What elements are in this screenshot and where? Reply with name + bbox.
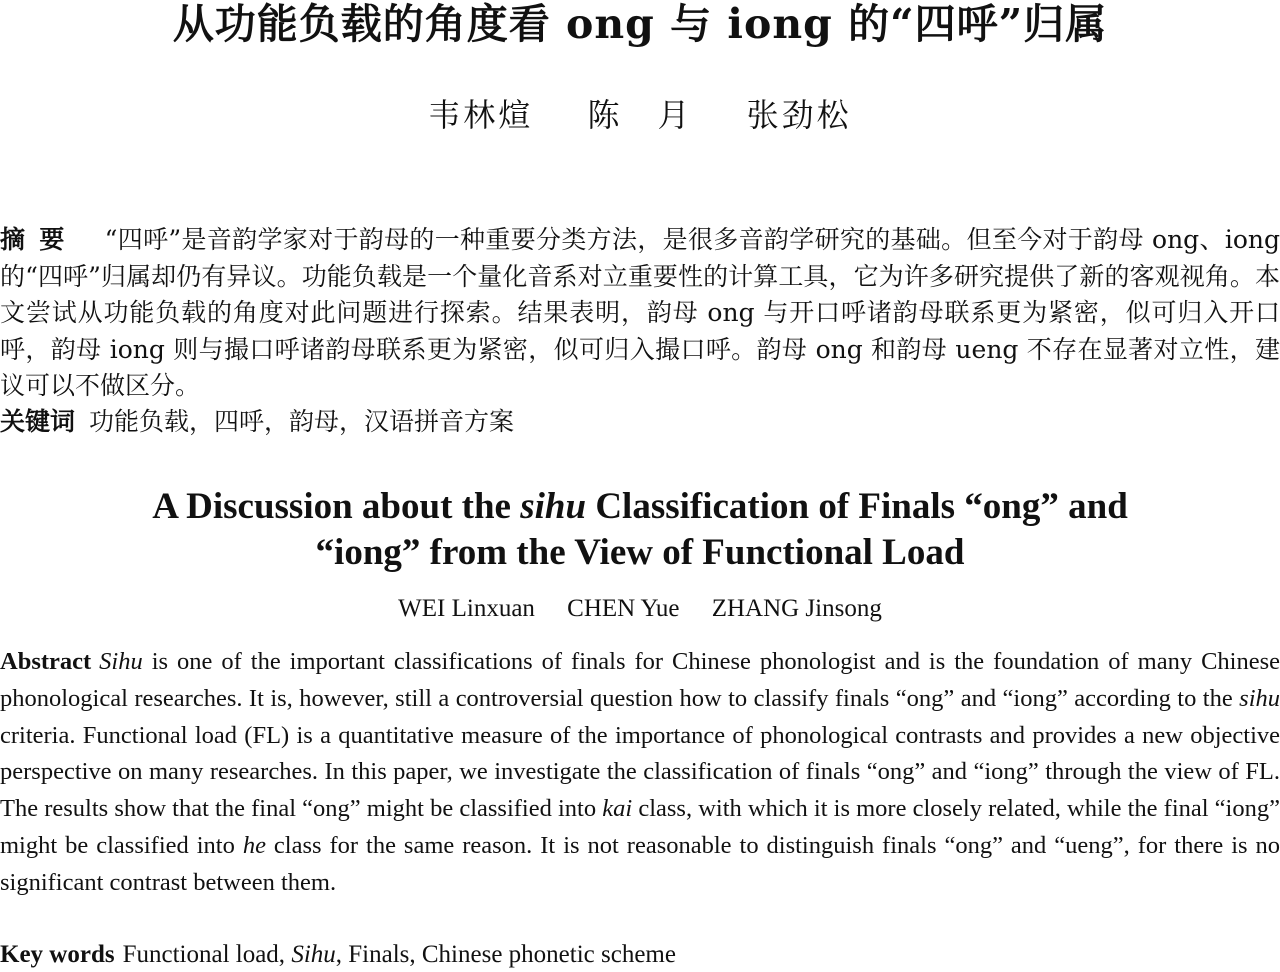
english-abstract-italic-term: he — [242, 831, 266, 859]
english-author-1: WEI Linxuan — [398, 595, 535, 622]
english-title — [60, 484, 1220, 576]
chinese-author-3: 张劲松 — [746, 96, 852, 134]
english-abstract-italic-term: sihu — [1239, 684, 1280, 712]
chinese-abstract-text: “四呼”是音韵学家对于韵母的一种重要分类方法，是很多音韵学研究的基础。但至今对于韵母 ong、iong 的“四呼”归属却仍有异议。功能负载是一个量化音系对立重要性的计算工具，它为许多研究提供了新的客观视角。本文尝试从功能负载的角度对此问题进行探索。结果表明，韵母 ong 与开口呼诸韵母联系更为紧密，似可归入开口呼，韵母 iong 则与撮口呼诸韵母联系更为紧密，似可归入撮口呼。韵母 ong 和韵母 ueng 不存在显著对立性，建议可以不做区分。 — [0, 225, 1280, 400]
english-keywords-italic-term: Sihu — [291, 941, 336, 968]
chinese-authors — [0, 94, 1280, 136]
english-abstract-italic-term: kai — [602, 795, 633, 823]
english-title-text: Classification of Finals “ong” and — [586, 486, 1128, 527]
chinese-abstract — [0, 222, 1280, 405]
chinese-abstract-label: 摘要 — [0, 225, 79, 254]
english-author-3: ZHANG Jinsong — [711, 595, 882, 622]
english-author-2: CHEN Yue — [567, 595, 680, 622]
english-authors — [0, 592, 1280, 626]
english-keywords-segment: Functional load, — [122, 941, 292, 968]
english-keywords — [0, 938, 1280, 972]
english-abstract-segment: class, with which it is more closely related, while the final “iong” might be classified into — [0, 795, 1280, 859]
chinese-author-1: 韦林煊 — [428, 96, 534, 134]
chinese-title: 从功能负载的角度看 ong 与 iong 的“四呼”归属 — [172, 0, 1108, 48]
english-abstract-italic-term: Sihu — [99, 648, 143, 675]
english-keywords-text — [123, 941, 676, 968]
english-abstract-text — [0, 648, 1280, 896]
chinese-keywords-text: 功能负载，四呼，韵母，汉语拼音方案 — [89, 407, 515, 436]
chinese-author-2: 陈 月 — [587, 96, 693, 134]
chinese-keywords-label: 关键词 — [0, 407, 76, 436]
english-abstract-segment: class for the same reason. It is not reasonable to distinguish finals “ong” and “ueng”, for there is no significant contrast between them. — [0, 831, 1280, 896]
chinese-keywords — [0, 404, 1280, 440]
english-title-text: A Discussion about the — [152, 486, 521, 527]
english-title-line-1 — [60, 484, 1220, 530]
english-keywords-label: Key words — [0, 941, 115, 968]
english-abstract-label: Abstract — [0, 648, 92, 675]
english-abstract-segment: is one of the important classifications of finals for Chinese phonologist and is the foundation of many Chinese phonological researches. It is, however, still a controversial question how to classify finals “ong” and “iong” according to the — [0, 648, 1280, 712]
english-title-italic: sihu — [520, 486, 587, 527]
english-abstract-segment: criteria. Functional load (FL) is a quantitative measure of the importance of phonological contrasts and provides a new objective perspective on many researches. In this paper, we investigate the classification of finals “ong” and “iong” through the view of FL. The results show that the final “ong” might be classified into — [0, 721, 1280, 823]
english-abstract — [0, 644, 1280, 902]
english-keywords-segment: , Finals, Chinese phonetic scheme — [335, 941, 676, 968]
english-title-line-2: “iong” from the View of Functional Load — [315, 532, 965, 573]
